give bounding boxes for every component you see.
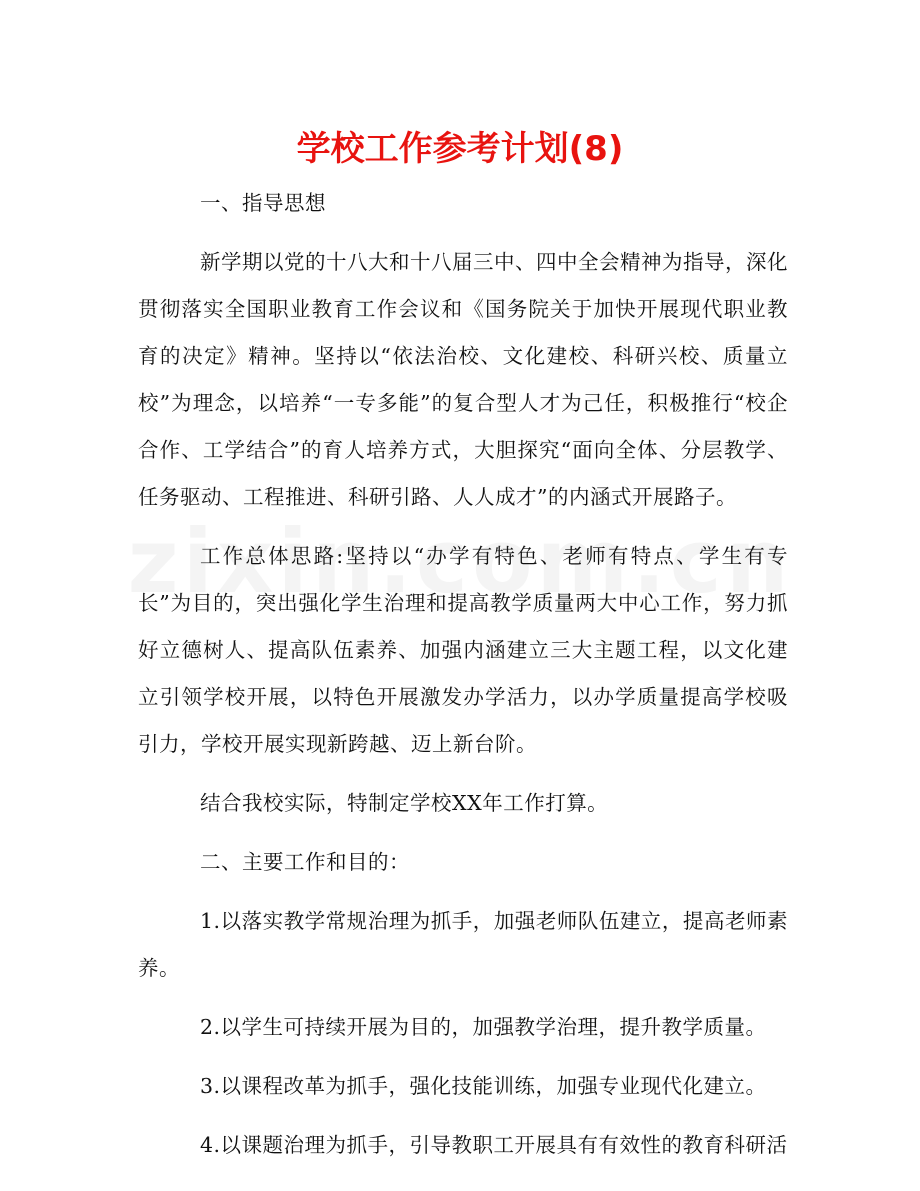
paragraph-plan-statement: 结合我校实际，特制定学校XX年工作打算。: [200, 791, 609, 815]
paragraph-overall-approach: 工作总体思路:坚持以“办学有特色、老师有特点、学生有专长”为目的，突出强化学生治理和提高教学质量两大中心工作，努力抓好立德树人、提高队伍素养、加强内涵建立三大主题工程，以文化建立引领学校开展，以特色开展激发办学活力，以办学质量提高学校吸引力，学校开展实现新跨越、迈上新台阶。: [138, 544, 788, 756]
document-body: [138, 180, 788, 1169]
document-title: 学校工作参考计划(8): [296, 129, 624, 169]
section-heading-guiding-ideology: 一、指导思想: [200, 191, 326, 215]
paragraph-guiding-ideology: 新学期以党的十八大和十八届三中、四中全会精神为指导，深化贯彻落实全国职业教育工作会议和《国务院关于加快开展现代职业教育的决定》精神。坚持以“依法治校、文化建校、科研兴校、质量立校”为理念，以培养“一专多能”的复合型人才为己任，积极推行“校企合作、工学结合”的育人培养方式，大胆探究“面向全体、分层教学、任务驱动、工程推进、科研引路、人人成才”的内涵式开展路子。: [138, 250, 788, 509]
list-item-2: 2.以学生可持续开展为目的，加强教学治理，提升教学质量。: [200, 1015, 767, 1039]
list-item-3: 3.以课程改革为抓手，强化技能训练，加强专业现代化建立。: [200, 1074, 767, 1098]
list-item-4: 4.以课题治理为抓手，引导教职工开展具有有效性的教育科研活: [200, 1133, 788, 1157]
list-item-1: 1.以落实教学常规治理为抓手，加强老师队伍建立，提高老师素养。: [138, 909, 788, 980]
section-heading-main-work: 二、主要工作和目的：: [200, 850, 410, 874]
